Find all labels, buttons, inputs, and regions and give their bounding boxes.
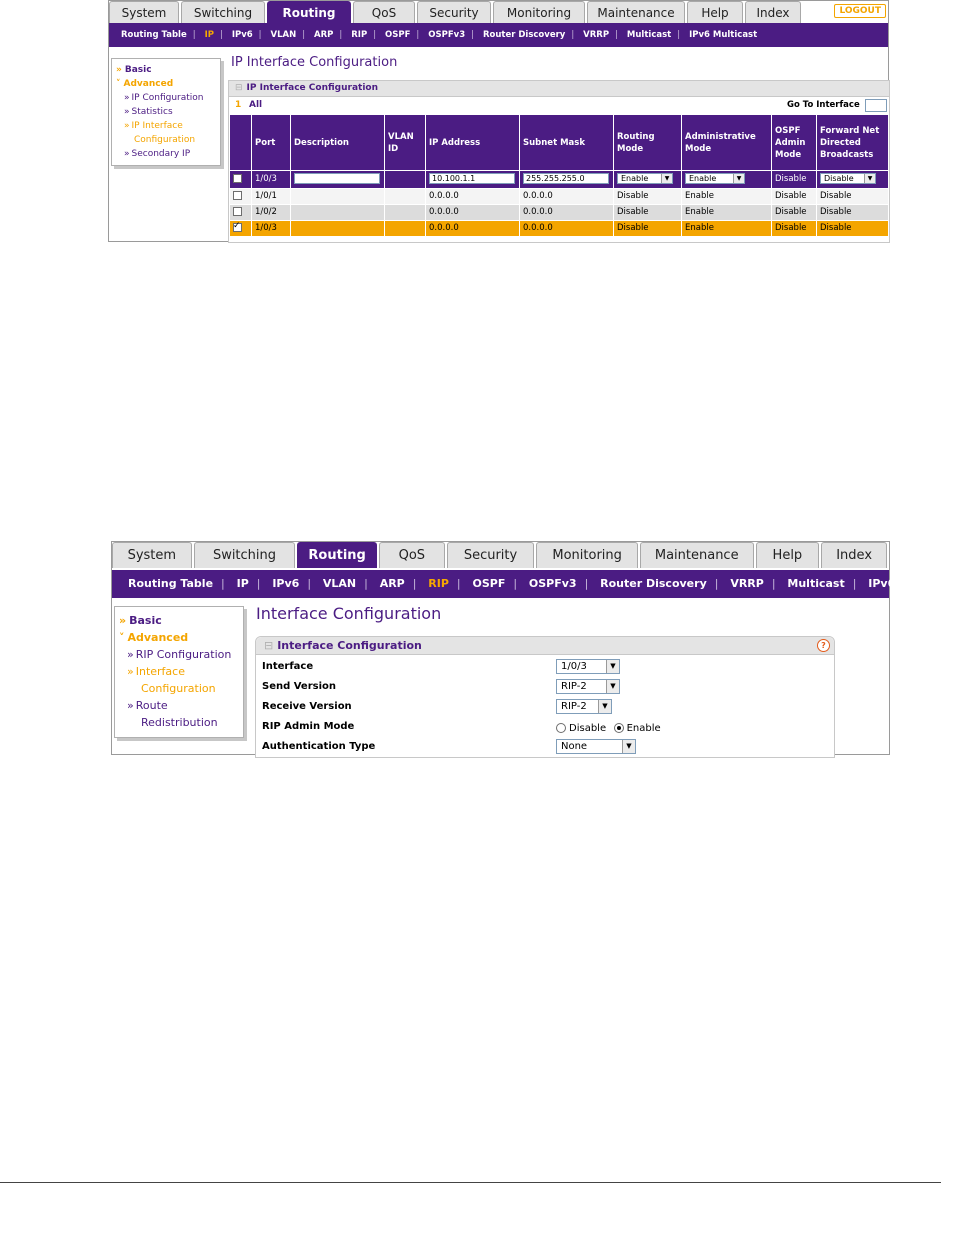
cell-routing-mode: Disable — [614, 221, 682, 237]
sidebar-item-ip-interface-configuration-cont[interactable]: Configuration — [134, 135, 196, 145]
table-row[interactable] — [230, 189, 889, 205]
subnav-router-discovery[interactable]: Router Discovery — [482, 30, 566, 40]
authentication-type-label: Authentication Type — [262, 741, 376, 752]
row-checkbox[interactable] — [233, 191, 242, 200]
cell-port: 1/0/2 — [252, 205, 291, 221]
subnav-ip[interactable]: IP — [236, 577, 249, 590]
page-title: Interface Configuration — [256, 604, 442, 623]
main-tab-bar — [112, 542, 889, 568]
subnav-vrrp[interactable]: VRRP — [583, 30, 610, 40]
tab-security[interactable]: Security — [447, 542, 535, 568]
tab-routing[interactable]: Routing — [267, 1, 351, 23]
edit-row — [230, 171, 889, 189]
cell-routing-mode: Disable — [614, 189, 682, 205]
tab-routing[interactable]: Routing — [297, 542, 377, 568]
sidebar-item-statistics[interactable]: » Statistics — [124, 107, 173, 117]
subnav-vrrp[interactable]: VRRP — [730, 577, 764, 590]
subnav-ipv6[interactable]: IPv6 — [231, 30, 253, 40]
send-version-label: Send Version — [262, 681, 337, 692]
ip-address-input[interactable] — [429, 173, 515, 184]
subnav-ipv6[interactable]: IPv6 — [272, 577, 300, 590]
header-port: Port — [252, 115, 291, 171]
send-version-select[interactable]: RIP-2 ▼ — [556, 679, 620, 694]
admin-disable-label: Disable — [569, 722, 607, 734]
header-ospf-admin-mode: OSPF Admin Mode — [772, 115, 817, 171]
tab-monitoring[interactable]: Monitoring — [536, 542, 638, 568]
sidebar — [114, 606, 244, 738]
table-row-selected[interactable] — [230, 221, 889, 237]
tab-qos[interactable]: QoS — [379, 542, 445, 568]
cell-ip-address: 0.0.0.0 — [426, 205, 520, 221]
collapse-icon[interactable]: ⊟ — [264, 639, 274, 652]
chevron-right-icon: » — [116, 65, 122, 75]
go-to-interface-label: Go To Interface — [787, 100, 860, 110]
dropdown-arrow-icon: ▼ — [606, 680, 619, 693]
header-description: Description — [291, 115, 385, 171]
chevron-down-icon: ˅ — [116, 79, 121, 89]
cell-forward-broadcasts: Disable — [817, 221, 889, 237]
forward-broadcasts-select[interactable]: Disable ▼ — [820, 173, 876, 184]
subnav-multicast[interactable]: Multicast — [626, 30, 672, 40]
dropdown-arrow-icon: ▼ — [606, 660, 619, 673]
subnav-ospf[interactable]: OSPF — [472, 577, 506, 590]
cell-port: 1/0/1 — [252, 189, 291, 205]
subnav-routing-table[interactable]: Routing Table — [128, 577, 214, 590]
cell-subnet-mask: 0.0.0.0 — [520, 189, 614, 205]
header-subnet-mask: Subnet Mask — [520, 115, 614, 171]
cell-ip-address: 0.0.0.0 — [426, 189, 520, 205]
page-footer-rule — [0, 1182, 941, 1183]
ip-interface-panel — [228, 80, 890, 243]
cell-administrative-mode: Enable — [682, 221, 772, 237]
routing-subnav: Routing Table | IP | IPv6 | VLAN | ARP | RIP | OSPF | OSPFv3 | Router Discovery | VRRP | Multicast | IPv6 Multicast — [112, 570, 889, 598]
sidebar-basic[interactable]: » Basic — [119, 614, 162, 627]
edit-row-checkbox[interactable] — [233, 174, 242, 183]
subnav-ospf[interactable]: OSPF — [385, 30, 411, 40]
logout-button[interactable]: LOGOUT — [834, 4, 886, 18]
cell-routing-mode: Disable — [614, 205, 682, 221]
edit-port: 1/0/3 — [252, 171, 291, 189]
sidebar-advanced[interactable]: ˅ Advanced — [119, 631, 189, 644]
sidebar-advanced[interactable]: ˅ Advanced — [116, 79, 174, 89]
subnet-mask-input[interactable] — [523, 173, 609, 184]
subnav-vlan[interactable]: VLAN — [322, 577, 357, 590]
collapse-icon[interactable]: ⊟ — [235, 83, 243, 93]
subnav-arp[interactable]: ARP — [379, 577, 405, 590]
cell-administrative-mode: Enable — [682, 205, 772, 221]
header-forward-net-directed-broadcasts: Forward Net Directed Broadcasts — [817, 115, 889, 171]
tab-index[interactable]: Index — [821, 542, 887, 568]
interface-table — [229, 114, 889, 237]
tab-security[interactable]: Security — [417, 1, 491, 23]
table-header-row — [230, 115, 889, 171]
sidebar-item-route-redistribution[interactable]: » Route — [127, 699, 168, 712]
dropdown-arrow-icon: ▼ — [661, 174, 672, 183]
subnav-ipv6-multicast[interactable]: IPv6 Multicast — [868, 577, 956, 590]
tab-switching[interactable]: Switching — [194, 542, 296, 568]
header-administrative-mode: Administrative Mode — [682, 115, 772, 171]
authentication-type-select[interactable]: None ▼ — [556, 739, 636, 754]
cell-port: 1/0/3 — [252, 221, 291, 237]
config-form — [256, 657, 834, 757]
table-row[interactable] — [230, 205, 889, 221]
panel-header: ⊟ IP Interface Configuration — [229, 81, 889, 97]
subnav-ospfv3[interactable]: OSPFv3 — [528, 577, 577, 590]
subnav-router-discovery[interactable]: Router Discovery — [600, 577, 707, 590]
routing-subnav: Routing Table | IP | IPv6 | VLAN | ARP | RIP | OSPF | OSPFv3 | Router Discovery | VRRP | Multicast | IPv6 Multicast — [109, 23, 888, 47]
page-title: IP Interface Configuration — [231, 55, 398, 70]
row-checkbox-checked[interactable] — [233, 223, 242, 232]
tab-system[interactable]: System — [109, 1, 179, 23]
cell-ospf-admin-mode: Disable — [772, 221, 817, 237]
cell-ospf-admin-mode: Disable — [772, 189, 817, 205]
subnav-rip[interactable]: RIP — [428, 577, 449, 590]
sidebar-basic[interactable]: » Basic — [116, 65, 152, 75]
row-checkbox[interactable] — [233, 207, 242, 216]
dropdown-arrow-icon: ▼ — [598, 700, 611, 713]
tab-monitoring[interactable]: Monitoring — [493, 1, 585, 23]
interface-label: Interface — [262, 661, 314, 672]
all-link[interactable]: All — [249, 100, 263, 110]
chevron-down-icon: ˅ — [119, 631, 125, 644]
header-routing-mode: Routing Mode — [614, 115, 682, 171]
subnav-multicast[interactable]: Multicast — [787, 577, 845, 590]
main-tab-bar — [109, 1, 888, 23]
edit-ospf-admin-mode: Disable — [772, 171, 817, 189]
cell-administrative-mode: Enable — [682, 189, 772, 205]
routing-mode-select[interactable]: Enable ▼ — [617, 173, 673, 184]
header-vlan-id: VLAN ID — [385, 115, 426, 171]
tab-qos[interactable]: QoS — [353, 1, 415, 23]
description-input[interactable] — [294, 173, 380, 184]
panel-header: ⊟ Interface Configuration ? — [256, 637, 834, 655]
cell-ip-address: 0.0.0.0 — [426, 221, 520, 237]
cell-forward-broadcasts: Disable — [817, 205, 889, 221]
subnav-arp[interactable]: ARP — [314, 30, 334, 40]
all-row — [229, 97, 889, 114]
admin-enable-radio[interactable] — [614, 723, 624, 733]
go-to-interface-input[interactable] — [865, 99, 887, 112]
ip-interface-screenshot — [108, 0, 889, 242]
tab-index[interactable]: Index — [745, 1, 801, 23]
sidebar-item-rip-configuration[interactable]: » RIP Configuration — [127, 648, 232, 661]
tab-switching[interactable]: Switching — [181, 1, 265, 23]
tab-help[interactable]: Help — [687, 1, 743, 23]
dropdown-arrow-icon: ▼ — [864, 174, 875, 183]
admin-disable-radio[interactable] — [556, 723, 566, 733]
tab-maintenance[interactable]: Maintenance — [640, 542, 754, 568]
subnav-vlan[interactable]: VLAN — [270, 30, 297, 40]
subnav-ip[interactable]: IP — [204, 30, 214, 40]
sidebar-item-ip-configuration[interactable]: » IP Configuration — [124, 93, 204, 103]
admin-enable-label: Enable — [626, 722, 661, 734]
sidebar-item-secondary-ip[interactable]: » Secondary IP — [124, 149, 191, 159]
sidebar — [111, 58, 221, 166]
header-select — [230, 115, 252, 171]
unit-number[interactable]: 1 — [235, 100, 242, 110]
tab-maintenance[interactable]: Maintenance — [587, 1, 685, 23]
help-icon[interactable]: ? — [817, 639, 830, 652]
cell-subnet-mask: 0.0.0.0 — [520, 221, 614, 237]
tab-system[interactable]: System — [112, 542, 192, 568]
interface-configuration-panel — [255, 636, 835, 758]
subnav-rip[interactable]: RIP — [351, 30, 368, 40]
receive-version-label: Receive Version — [262, 701, 352, 712]
subnav-routing-table[interactable]: Routing Table — [121, 30, 187, 40]
sidebar-item-interface-configuration-cont[interactable]: Configuration — [141, 682, 216, 695]
header-ip-address: IP Address — [426, 115, 520, 171]
sidebar-item-interface-configuration[interactable]: » Interface — [127, 665, 185, 678]
cell-subnet-mask: 0.0.0.0 — [520, 205, 614, 221]
dropdown-arrow-icon: ▼ — [733, 174, 744, 183]
tab-help[interactable]: Help — [756, 542, 820, 568]
interface-select[interactable]: 1/0/3 ▼ — [556, 659, 620, 674]
subnav-ipv6-multicast[interactable]: IPv6 Multicast — [689, 30, 758, 40]
cell-forward-broadcasts: Disable — [817, 189, 889, 205]
cell-ospf-admin-mode: Disable — [772, 205, 817, 221]
dropdown-arrow-icon: ▼ — [622, 740, 635, 753]
chevron-right-icon: » — [119, 614, 127, 627]
rip-interface-screenshot — [111, 541, 956, 755]
subnav-ospfv3[interactable]: OSPFv3 — [428, 30, 466, 40]
sidebar-item-ip-interface-configuration[interactable]: » IP Interface — [124, 121, 183, 131]
rip-admin-mode-label: RIP Admin Mode — [262, 721, 355, 732]
administrative-mode-select[interactable]: Enable ▼ — [685, 173, 745, 184]
receive-version-select[interactable]: RIP-2 ▼ — [556, 699, 612, 714]
sidebar-item-route-redistribution-cont[interactable]: Redistribution — [141, 716, 218, 729]
